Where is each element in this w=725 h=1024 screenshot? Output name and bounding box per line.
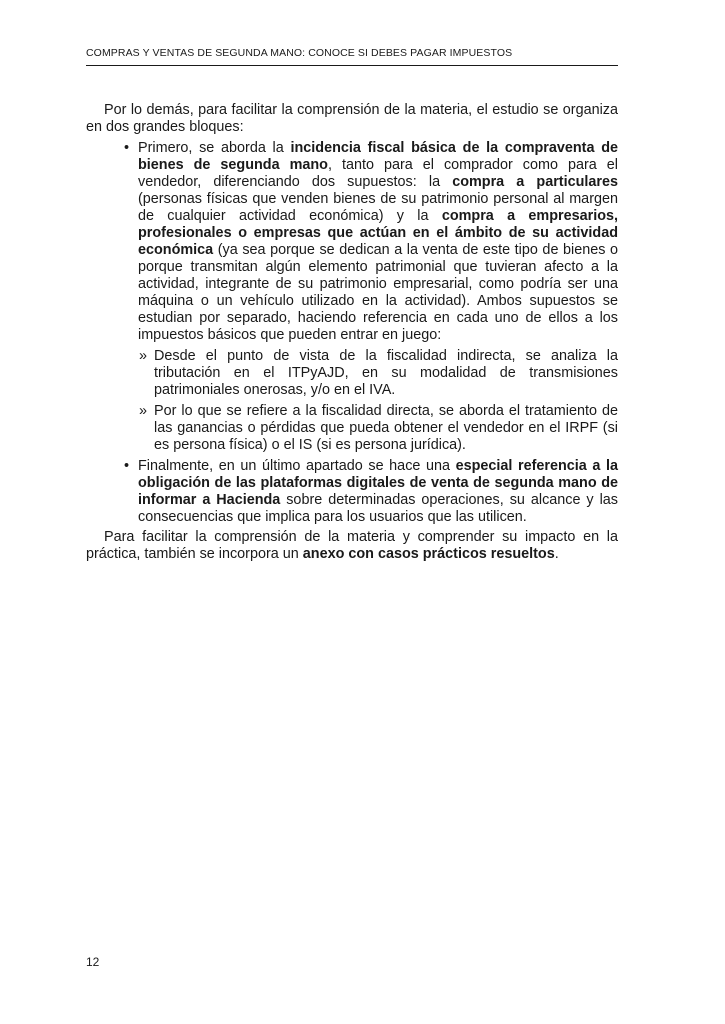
bullet-text: Finalmente, en un último apartado se hace una: [138, 458, 456, 474]
intro-paragraph: Por lo demás, para facilitar la comprensión de la materia, el estudio se organiza en dos grandes bloques:: [86, 102, 618, 135]
sub-item-indirect-tax: [139, 348, 618, 399]
bullet-text: (personas físicas que venden bienes de su patrimonio personal al margen de cualquier actividad económica) y la: [138, 191, 618, 224]
bold-phrase: compra a particulares: [452, 174, 618, 190]
closing-paragraph: [86, 529, 618, 563]
sub-text: Desde el punto de vista de la fiscalidad indirecta, se analiza la tributación en el ITPyAJD, en su modalidad de transmisiones patrimoniales onerosas, y/o en el IVA.: [154, 348, 618, 398]
closing-text: .: [554, 546, 559, 562]
sub-marker: »: [139, 403, 148, 419]
bullet-item-final: [124, 458, 618, 526]
bullet-list: [86, 140, 618, 526]
page-number: 12: [86, 955, 100, 969]
sub-list: [138, 348, 618, 454]
bullet-item-first: [124, 140, 619, 454]
bullet-text: (ya sea porque se dedican a la venta de este tipo de bienes o porque transmitan algún elemento patrimonial que tuvieran afecto a la actividad, integrante de su patrimonio empresarial, como podría ser una máquina o un vehículo utilizado en la actividad). Ambos supuestos se estudian por separado, haciendo referencia en cada uno de ellos a los impuestos básicos que pueden entrar en juego:: [138, 242, 618, 343]
sub-item-direct-tax: [139, 403, 618, 454]
bold-phrase: compra a empresarios, profesionales o empresas que actúan en el ámbito de su actividad económica: [138, 208, 618, 258]
bullet-marker: •: [124, 458, 130, 474]
page-body: [86, 102, 618, 563]
bullet-marker: •: [124, 140, 130, 156]
closing-text: Para facilitar la comprensión de la materia y comprender su impacto en la práctica, también se incorpora un: [86, 529, 618, 562]
sub-marker: »: [139, 348, 148, 364]
bold-phrase: especial referencia a la obligación de las plataformas digitales de venta de segunda mano de informar a Hacienda: [138, 458, 618, 508]
bullet-text: sobre determinadas operaciones, su alcance y las consecuencias que implica para los usuarios que las utilicen.: [138, 492, 618, 525]
bullet-text: Primero, se aborda la: [138, 140, 291, 156]
bold-phrase: incidencia fiscal básica de la compraventa de bienes de segunda mano: [138, 140, 619, 173]
running-header: COMPRAS Y VENTAS DE SEGUNDA MANO: CONOCE SI DEBES PAGAR IMPUESTOS: [86, 47, 618, 66]
bold-phrase: anexo con casos prácticos resueltos: [302, 546, 555, 562]
bullet-text: , tanto para el comprador como para el vendedor, diferenciando dos supuestos: la: [138, 157, 618, 190]
sub-text: Por lo que se refiere a la fiscalidad directa, se aborda el tratamiento de las ganancias o pérdidas que pueda obtener el vendedor en el IRPF (si es persona física) o el IS (si es persona jurídica).: [154, 403, 618, 453]
